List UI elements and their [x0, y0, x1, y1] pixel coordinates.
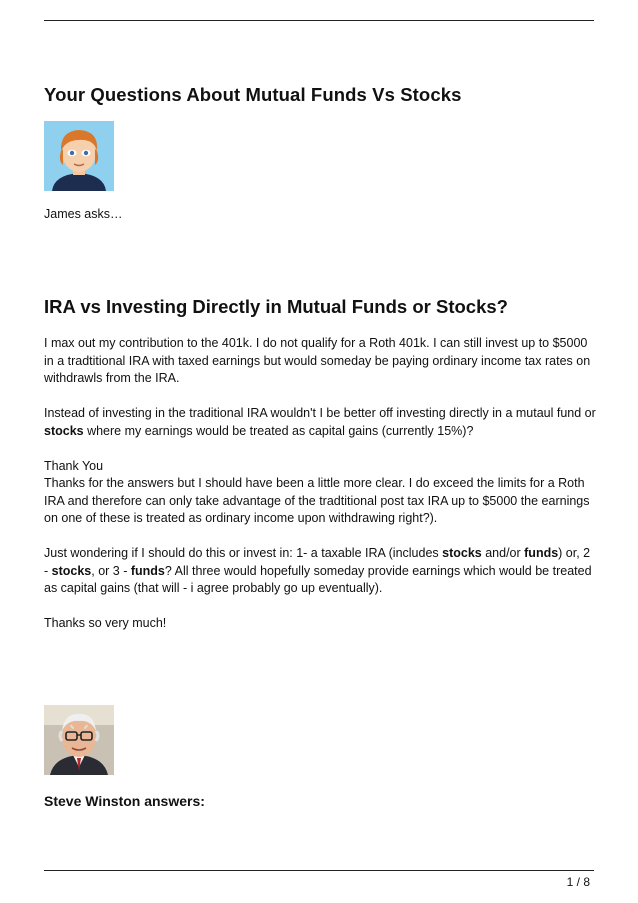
question-paragraph-5: Thanks so very much! — [44, 616, 167, 630]
answerer-avatar — [44, 705, 114, 775]
keyword-stocks: stocks — [442, 546, 482, 560]
keyword-stocks: stocks — [51, 563, 92, 578]
question-paragraph-1: I max out my contribution to the 401k. I do not qualify for a Roth 401k. I can still invest up to $5000 in a tradtitional IRA with taxed earnings but would someday be paying ordinary income tax rates on withdrawls from the IRA. — [44, 336, 591, 385]
top-rule — [44, 20, 594, 21]
question-paragraph-4: Just wondering if I should do this or invest in: 1- a taxable IRA (includes stocks and/or funds) or, 2 - stocks, or 3 - funds? All three would hopefully someday provide earnings which would be treated as capital gains (that will - i agree probably go up eventually). — [44, 546, 592, 595]
keyword-stocks: stocks — [44, 423, 84, 438]
keyword-funds: funds — [524, 546, 559, 560]
page-title: Your Questions About Mutual Funds Vs Stocks — [44, 84, 462, 105]
question-title: IRA vs Investing Directly in Mutual Funds or Stocks? — [44, 296, 508, 317]
asker-line: James asks… — [44, 207, 123, 221]
question-paragraph-2: Instead of investing in the traditional IRA wouldn't I be better off investing directly in a mutaul fund or stocks where my earnings would be treated as capital gains (currently 15%)? — [44, 406, 596, 438]
cartoon-boy-avatar-icon — [44, 121, 114, 191]
question-paragraph-3: Thank You Thanks for the answers but I should have been a little more clear. I do exceed the limits for a Roth IRA and therefore can only take advantage of the tradtitional post tax IRA up to $5000 the earnings on one of these is treated as ordinary income upon withdrawing right?). — [44, 458, 590, 525]
page-number: 1 / 8 — [566, 875, 590, 889]
asker-avatar — [44, 121, 114, 191]
older-man-photo-icon — [44, 705, 114, 775]
question-body — [44, 335, 596, 650]
keyword-funds: funds — [130, 563, 165, 578]
answerer-line: Steve Winston answers: — [44, 793, 205, 809]
bottom-rule — [44, 870, 594, 871]
